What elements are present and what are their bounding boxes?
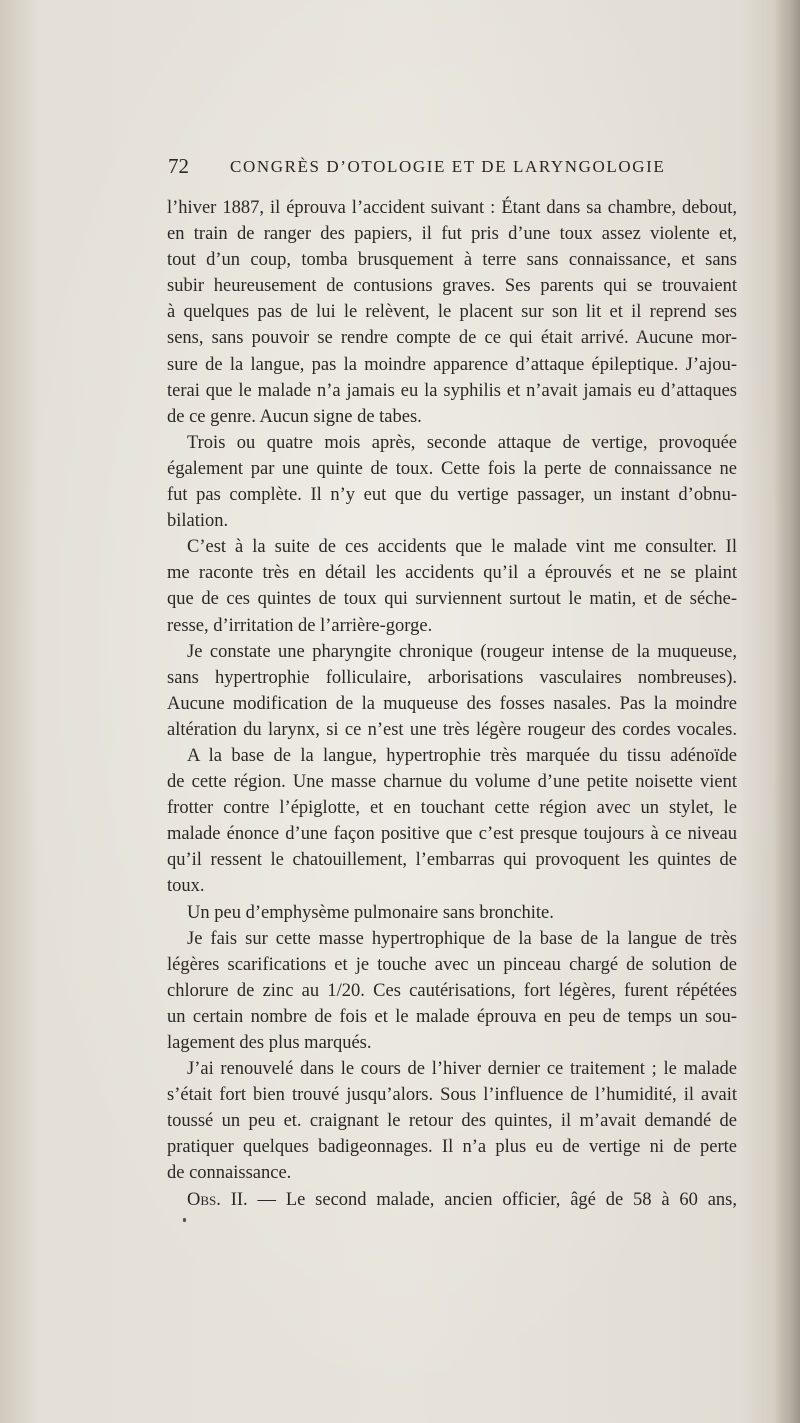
text-line: altération du larynx, si ce n’est une très légère rougeur des cordes vocales. [167, 719, 737, 740]
text-line: sans hypertrophie folliculaire, arborisations vasculaires nombreuses). [167, 667, 737, 688]
text-line: resse, d’irritation de l’arrière-gorge. [167, 615, 433, 636]
text-line: malade énonce d’une façon positive que c’est presque toujours à ce niveau [167, 824, 737, 845]
text-line: que de ces quintes de toux qui surviennent surtout le matin, et de séche- [167, 589, 737, 610]
text-line: Un peu d’emphysème pulmonaire sans bronchite. [187, 902, 554, 923]
text-line: A la base de la langue, hypertrophie très marquée du tissu adénoïde [187, 745, 737, 766]
ink-speck [183, 1218, 186, 1222]
text-line: également par une quinte de toux. Cette fois la perte de connaissance ne [167, 458, 737, 479]
text-line: un certain nombre de fois et le malade éprouva en peu de temps un sou- [167, 1006, 737, 1027]
text-line: toussé un peu et. craignant le retour des quintes, il m’avait demandé de [167, 1111, 737, 1132]
text-line: de cette région. Une masse charnue du volume d’une petite noisette vient [167, 772, 737, 793]
text-line: subir heureusement de contusions graves. Ses parents qui se trouvaient [167, 276, 737, 297]
page-edge-shadow [774, 0, 800, 1423]
page-number: 72 [168, 154, 189, 178]
text-line: sens, sans pouvoir se rendre compte de ce qui était arrivé. Aucune mor- [167, 328, 737, 349]
text-line: C’est à la suite de ces accidents que le malade vint me consulter. Il [187, 537, 737, 558]
text-line: l’hiver 1887, il éprouva l’accident suivant : Étant dans sa chambre, debout, [167, 198, 737, 218]
text-line: frotter contre l’épiglotte, et en touchant cette région avec un stylet, le [167, 798, 737, 819]
text-line: sure de la langue, pas la moindre apparence d’attaque épileptique. J’ajou- [167, 354, 737, 375]
text-line: de ce genre. Aucun signe de tabes. [167, 406, 422, 427]
observation-text: — Le second malade, ancien officier, âgé de 58 à 60 ans, [247, 1189, 737, 1210]
running-title: CONGRÈS D’OTOLOGIE ET DE LARYNGOLOGIE [230, 157, 666, 176]
text-line: bilation. [167, 511, 229, 532]
text-line: chlorure de zinc au 1/20. Ces cautérisations, fort légères, furent répétées [167, 980, 737, 1001]
text-line: Trois ou quatre mois après, seconde attaque de vertige, provoquée [187, 432, 737, 453]
text-line: tout d’un coup, tomba brusquement à terre sans connaissance, et sans [167, 250, 737, 271]
text-line: qu’il ressent le chatouillement, l’embarras qui provoquent les quintes de [167, 850, 737, 871]
text-line: légères scarifications et je touche avec un pinceau chargé de solution de [167, 954, 737, 975]
text-line: Je constate une pharyngite chronique (rougeur intense de la muqueuse, [187, 641, 737, 662]
body-text [167, 195, 737, 1213]
text-line: en train de ranger des papiers, il fut pris d’une toux assez violente et, [167, 224, 737, 245]
text-line: J’ai renouvelé dans le cours de l’hiver dernier ce traitement ; le malade [187, 1059, 737, 1080]
page-header [168, 154, 743, 184]
text-line: fut pas complète. Il n’y eut que du vertige passager, un instant d’obnu- [167, 485, 737, 506]
text-line: lagement des plus marqués. [167, 1033, 372, 1053]
text-line: terai que le malade n’a jamais eu la syphilis et n’avait jamais eu d’attaques [167, 380, 737, 401]
text-line: pratiquer quelques badigeonnages. Il n’a plus eu de vertige ni de perte [167, 1137, 737, 1158]
text-line: Je fais sur cette masse hypertrophique de la base de la langue de très [187, 928, 737, 949]
text-line: Aucune modification de la muqueuse des fosses nasales. Pas la moindre [167, 693, 737, 714]
text-line: à quelques pas de lui le relèvent, le placent sur son lit et il reprend ses [167, 302, 737, 323]
observation-line [167, 1187, 737, 1213]
text-line: de connaissance. [167, 1163, 292, 1184]
observation-label: Obs. II. [187, 1189, 248, 1210]
text-line: s’était fort bien trouvé jusqu’alors. Sous l’influence de l’humidité, il avait [167, 1085, 737, 1106]
text-line: me raconte très en détail les accidents qu’il a éprouvés et ne se plaint [167, 563, 737, 584]
text-line: toux. [167, 876, 205, 897]
